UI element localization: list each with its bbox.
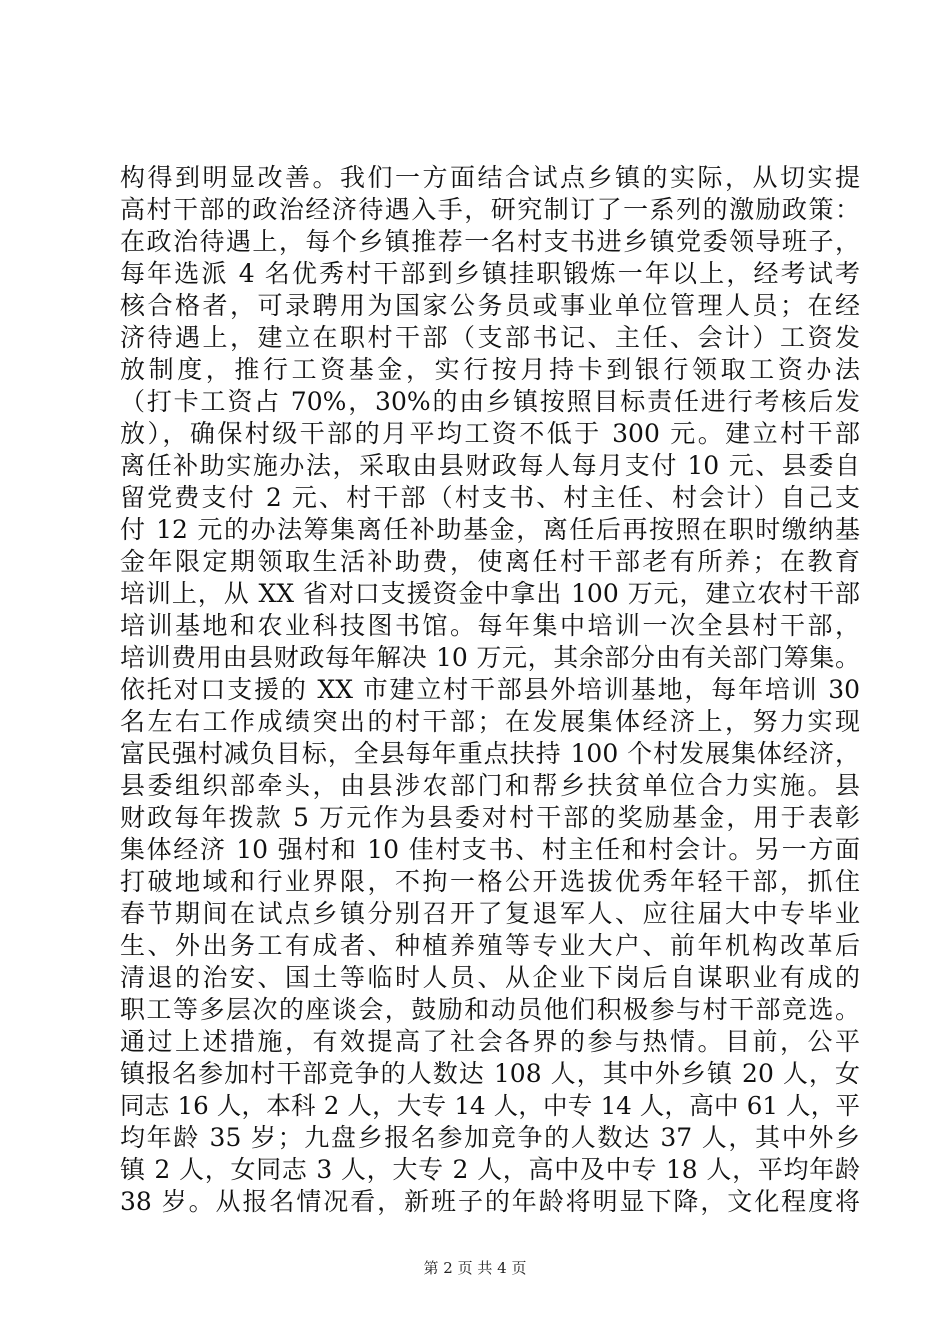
text-line: （打卡工资占 70%，30%的由乡镇按照目标责任进行考核后发 [120, 387, 860, 416]
text-line: 通过上述措施，有效提高了社会各界的参与热情。目前，公平 [120, 1027, 860, 1056]
text-line: 付 12 元的办法筹集离任补助基金，离任后再按照在职时缴纳基 [120, 515, 860, 544]
text-line: 职工等多层次的座谈会，鼓励和动员他们积极参与村干部竞选。 [120, 995, 860, 1024]
text-line: 放制度，推行工资基金，实行按月持卡到银行领取工资办法 [120, 355, 860, 384]
text-line: 38 岁。从报名情况看，新班子的年龄将明显下降，文化程度将 [120, 1187, 860, 1216]
text-line: 县委组织部牵头，由县涉农部门和帮乡扶贫单位合力实施。县 [120, 771, 860, 800]
text-line: 培训上，从 XX 省对口支援资金中拿出 100 万元，建立农村干部 [120, 579, 860, 608]
text-line: 高村干部的政治经济待遇入手，研究制订了一系列的激励政策： [120, 195, 860, 224]
text-line: 济待遇上，建立在职村干部（支部书记、主任、会计）工资发 [120, 323, 860, 352]
text-line: 同志 16 人，本科 2 人，大专 14 人，中专 14 人，高中 61 人，平 [120, 1091, 860, 1120]
text-line: 清退的治安、国土等临时人员、从企业下岗后自谋职业有成的 [120, 963, 860, 992]
page-footer: 第 2 页 共 4 页 [423, 1259, 527, 1277]
text-line: 名左右工作成绩突出的村干部；在发展集体经济上，努力实现 [120, 707, 860, 736]
text-line: 富民强村减负目标，全县每年重点扶持 100 个村发展集体经济， [120, 739, 860, 768]
text-line: 培训费用由县财政每年解决 10 万元，其余部分由有关部门筹集。 [120, 643, 860, 672]
body-text [120, 162, 860, 1218]
text-line: 离任补助实施办法，采取由县财政每人每月支付 10 元、县委自 [120, 451, 860, 480]
text-line: 均年龄 35 岁；九盘乡报名参加竞争的人数达 37 人，其中外乡 [120, 1123, 860, 1152]
text-line: 财政每年拨款 5 万元作为县委对村干部的奖励基金，用于表彰 [120, 803, 860, 832]
text-line: 核合格者，可录聘用为国家公务员或事业单位管理人员；在经 [120, 291, 860, 320]
text-line: 金年限定期领取生活补助费，使离任村干部老有所养；在教育 [120, 547, 860, 576]
text-line: 每年选派 4 名优秀村干部到乡镇挂职锻炼一年以上，经考试考 [120, 259, 860, 288]
text-line: 依托对口支援的 XX 市建立村干部县外培训基地，每年培训 30 [120, 675, 860, 704]
text-line: 构得到明显改善。我们一方面结合试点乡镇的实际，从切实提 [120, 163, 860, 192]
text-line: 镇报名参加村干部竞争的人数达 108 人，其中外乡镇 20 人，女 [120, 1059, 860, 1088]
text-line: 春节期间在试点乡镇分别召开了复退军人、应往届大中专毕业 [120, 899, 860, 928]
text-line: 生、外出务工有成者、种植养殖等专业大户、前年机构改革后 [120, 931, 860, 960]
text-line: 集体经济 10 强村和 10 佳村支书、村主任和村会计。另一方面 [120, 835, 860, 864]
text-line: 放），确保村级干部的月平均工资不低于 300 元。建立村干部 [120, 419, 860, 448]
text-line: 打破地域和行业界限，不拘一格公开选拔优秀年轻干部，抓住 [120, 867, 860, 896]
text-line: 培训基地和农业科技图书馆。每年集中培训一次全县村干部， [120, 611, 860, 640]
text-line: 镇 2 人，女同志 3 人，大专 2 人，高中及中专 18 人，平均年龄 [120, 1155, 860, 1184]
text-line: 在政治待遇上，每个乡镇推荐一名村支书进乡镇党委领导班子， [120, 227, 860, 256]
text-line: 留党费支付 2 元、村干部（村支书、村主任、村会计）自己支 [120, 483, 860, 512]
